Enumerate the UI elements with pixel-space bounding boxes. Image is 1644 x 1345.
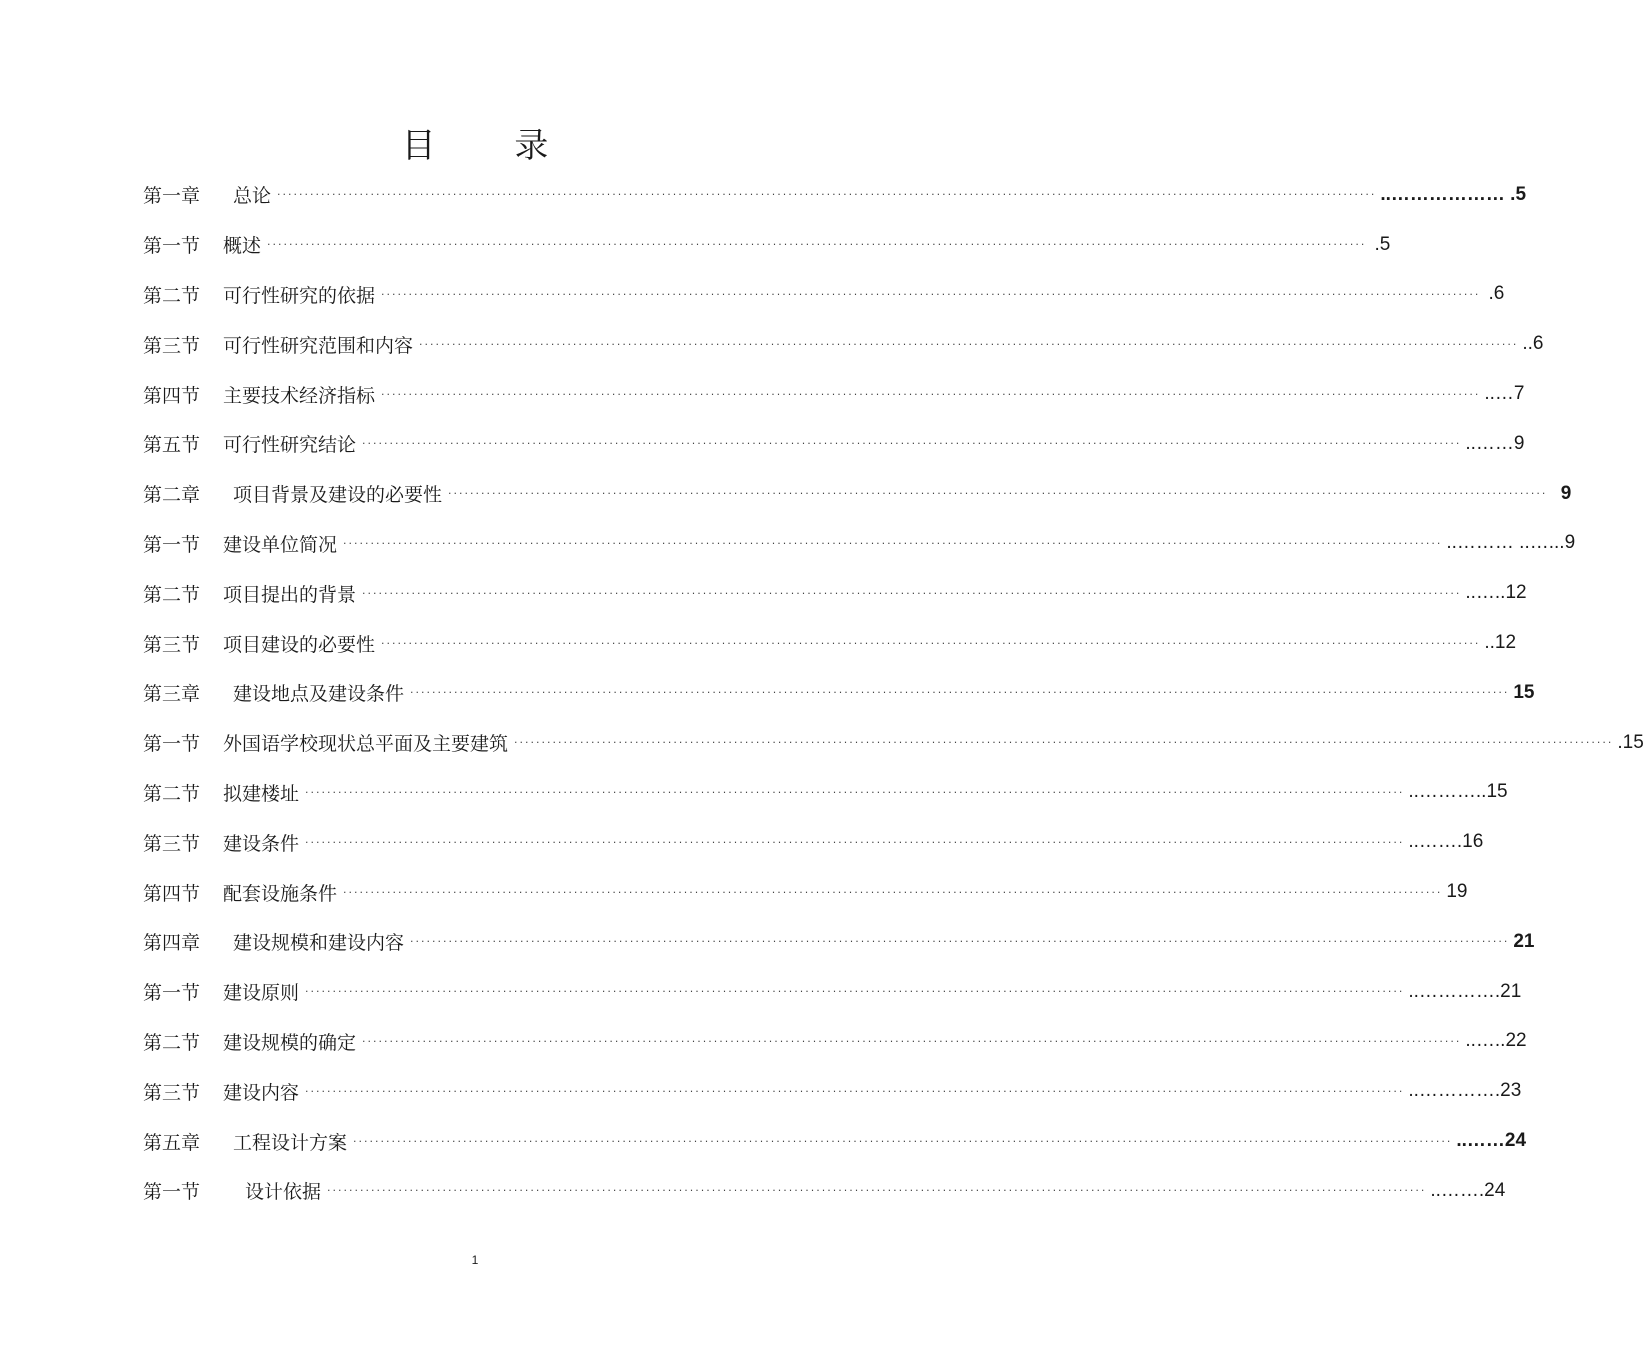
toc-entry-title: 主要技术经济指标 bbox=[223, 384, 376, 407]
toc-page-number: ..…….16 bbox=[1408, 831, 1484, 853]
toc-dot-leader: ········································································································································································································ bbox=[305, 1084, 1405, 1098]
toc-dot-leader: ········································································································································································································ bbox=[305, 985, 1405, 999]
toc-chapter-entry[interactable] bbox=[143, 469, 1572, 519]
toc-entry-title: 可行性研究结论 bbox=[223, 434, 357, 457]
toc-entry-label: 第二节 bbox=[143, 782, 201, 805]
toc-dot-leader: ········································································································································································································ bbox=[514, 736, 1614, 750]
toc-entry-title: 概述 bbox=[223, 235, 262, 258]
toc-entry-title: 建设原则 bbox=[223, 982, 300, 1005]
toc-section-entry[interactable] bbox=[143, 319, 1544, 369]
toc-entry-title: 建设规模和建设内容 bbox=[233, 932, 405, 955]
toc-section-entry[interactable] bbox=[143, 419, 1525, 469]
toc-dot-leader: ········································································································································································································ bbox=[410, 686, 1510, 700]
toc-section-entry[interactable] bbox=[143, 718, 1644, 768]
toc-page-number: .6 bbox=[1488, 283, 1505, 305]
toc-page-number: 21 bbox=[1513, 930, 1535, 952]
toc-entry-label: 第二节 bbox=[143, 583, 201, 606]
toc-entry-label: 第五章 bbox=[143, 1131, 201, 1154]
toc-entry-label: 第三节 bbox=[143, 334, 201, 357]
toc-page-number: .15 bbox=[1617, 731, 1644, 753]
toc-chapter-entry[interactable] bbox=[143, 917, 1535, 967]
toc-dot-leader: ········································································································································································································ bbox=[305, 835, 1405, 849]
toc-dot-leader: ········································································································································································································ bbox=[448, 487, 1548, 501]
toc-chapter-entry[interactable] bbox=[143, 668, 1535, 718]
toc-entry-label: 第二章 bbox=[143, 484, 201, 507]
toc-section-entry[interactable] bbox=[143, 519, 1576, 569]
toc-entry-title: 建设地点及建设条件 bbox=[233, 683, 405, 706]
toc-dot-leader: ········································································································································································································ bbox=[362, 586, 1462, 600]
toc-entry-title: 可行性研究的依据 bbox=[223, 284, 376, 307]
toc-section-entry[interactable] bbox=[143, 867, 1468, 917]
table-of-contents bbox=[143, 170, 1644, 1216]
toc-dot-leader: ········································································································································································································ bbox=[353, 1134, 1453, 1148]
toc-entry-title: 拟建楼址 bbox=[223, 782, 300, 805]
toc-dot-leader: ········································································································································································································ bbox=[381, 387, 1481, 401]
toc-page-number: ..……9 bbox=[1465, 432, 1525, 454]
toc-dot-leader: ········································································································································································································ bbox=[362, 437, 1462, 451]
toc-section-entry[interactable] bbox=[143, 568, 1527, 618]
toc-entry-title: 项目提出的背景 bbox=[223, 583, 357, 606]
toc-entry-label: 第一章 bbox=[143, 185, 201, 208]
toc-entry-label: 第三节 bbox=[143, 1081, 201, 1104]
toc-entry-title: 外国语学校现状总平面及主要建筑 bbox=[223, 733, 509, 756]
toc-entry-title: 工程设计方案 bbox=[233, 1131, 348, 1154]
toc-page-number: ..…..12 bbox=[1465, 582, 1527, 604]
toc-dot-leader: ········································································································································································································ bbox=[381, 287, 1481, 301]
toc-dot-leader: ········································································································································································································ bbox=[362, 1034, 1462, 1048]
toc-entry-label: 第三章 bbox=[143, 683, 201, 706]
toc-entry-title: 设计依据 bbox=[245, 1181, 322, 1204]
toc-dot-leader: ········································································································································································································ bbox=[343, 536, 1443, 550]
toc-dot-leader: ········································································································································································································ bbox=[305, 785, 1405, 799]
toc-entry-label: 第一节 bbox=[143, 533, 201, 556]
toc-dot-leader: ········································································································································································································ bbox=[419, 337, 1519, 351]
toc-entry-title: 配套设施条件 bbox=[223, 882, 338, 905]
toc-entry-label: 第一节 bbox=[143, 733, 201, 756]
toc-section-entry[interactable] bbox=[143, 768, 1508, 818]
toc-entry-label: 第四节 bbox=[143, 882, 201, 905]
page-number: 1 bbox=[471, 1253, 479, 1267]
toc-page-number: 15 bbox=[1513, 681, 1535, 703]
toc-dot-leader: ········································································································································································································ bbox=[327, 1184, 1427, 1198]
toc-page-number: ..………….23 bbox=[1408, 1080, 1522, 1102]
toc-page-number: ..12 bbox=[1484, 632, 1517, 654]
toc-section-entry[interactable] bbox=[143, 1017, 1527, 1067]
toc-section-entry[interactable] bbox=[143, 967, 1522, 1017]
toc-page-number: ..………..15 bbox=[1408, 781, 1508, 803]
toc-section-entry[interactable] bbox=[143, 220, 1391, 270]
toc-section-entry[interactable] bbox=[143, 618, 1517, 668]
toc-section-entry[interactable] bbox=[143, 270, 1505, 320]
toc-page-number: ..……24 bbox=[1456, 1130, 1527, 1152]
page-title: 目 录 bbox=[401, 126, 583, 166]
toc-page-number: ..……… ..…...9 bbox=[1446, 532, 1576, 554]
toc-page-number: ..…7 bbox=[1484, 383, 1525, 405]
toc-section-entry[interactable] bbox=[143, 369, 1525, 419]
toc-page-number: 9 bbox=[1560, 482, 1572, 504]
toc-entry-title: 总论 bbox=[233, 185, 272, 208]
toc-entry-label: 第三节 bbox=[143, 633, 201, 656]
toc-dot-leader: ········································································································································································································ bbox=[410, 935, 1510, 949]
toc-page-number: ..………….21 bbox=[1408, 980, 1522, 1002]
toc-dot-leader: ········································································································································································································ bbox=[267, 238, 1367, 252]
toc-page-number: ..……………… .5 bbox=[1380, 183, 1527, 205]
toc-entry-title: 建设条件 bbox=[223, 832, 300, 855]
toc-entry-title: 可行性研究范围和内容 bbox=[223, 334, 414, 357]
toc-page-number: ..…..22 bbox=[1465, 1030, 1527, 1052]
toc-entry-label: 第三节 bbox=[143, 832, 201, 855]
toc-page-number: ..…….24 bbox=[1430, 1179, 1506, 1201]
toc-entry-label: 第四章 bbox=[143, 932, 201, 955]
toc-entry-title: 项目背景及建设的必要性 bbox=[233, 484, 443, 507]
toc-entry-label: 第四节 bbox=[143, 384, 201, 407]
toc-section-entry[interactable] bbox=[143, 1166, 1506, 1216]
toc-dot-leader: ········································································································································································································ bbox=[277, 188, 1377, 202]
toc-page-number: .5 bbox=[1374, 233, 1391, 255]
toc-entry-title: 建设规模的确定 bbox=[223, 1031, 357, 1054]
toc-entry-label: 第五节 bbox=[143, 434, 201, 457]
toc-entry-label: 第二节 bbox=[143, 1031, 201, 1054]
toc-entry-title: 项目建设的必要性 bbox=[223, 633, 376, 656]
toc-chapter-entry[interactable] bbox=[143, 170, 1527, 220]
toc-page-number: ..6 bbox=[1522, 333, 1544, 355]
toc-dot-leader: ········································································································································································································ bbox=[343, 885, 1443, 899]
toc-entry-label: 第一节 bbox=[143, 235, 201, 258]
toc-page-number: 19 bbox=[1446, 881, 1468, 903]
toc-entry-label: 第二节 bbox=[143, 284, 201, 307]
toc-entry-label: 第一节 bbox=[143, 982, 201, 1005]
toc-dot-leader: ········································································································································································································ bbox=[381, 636, 1481, 650]
toc-entry-title: 建设单位简况 bbox=[223, 533, 338, 556]
toc-entry-title: 建设内容 bbox=[223, 1081, 300, 1104]
toc-section-entry[interactable] bbox=[143, 817, 1484, 867]
toc-entry-label: 第一节 bbox=[143, 1181, 201, 1204]
toc-chapter-entry[interactable] bbox=[143, 1116, 1527, 1166]
toc-section-entry[interactable] bbox=[143, 1066, 1522, 1116]
